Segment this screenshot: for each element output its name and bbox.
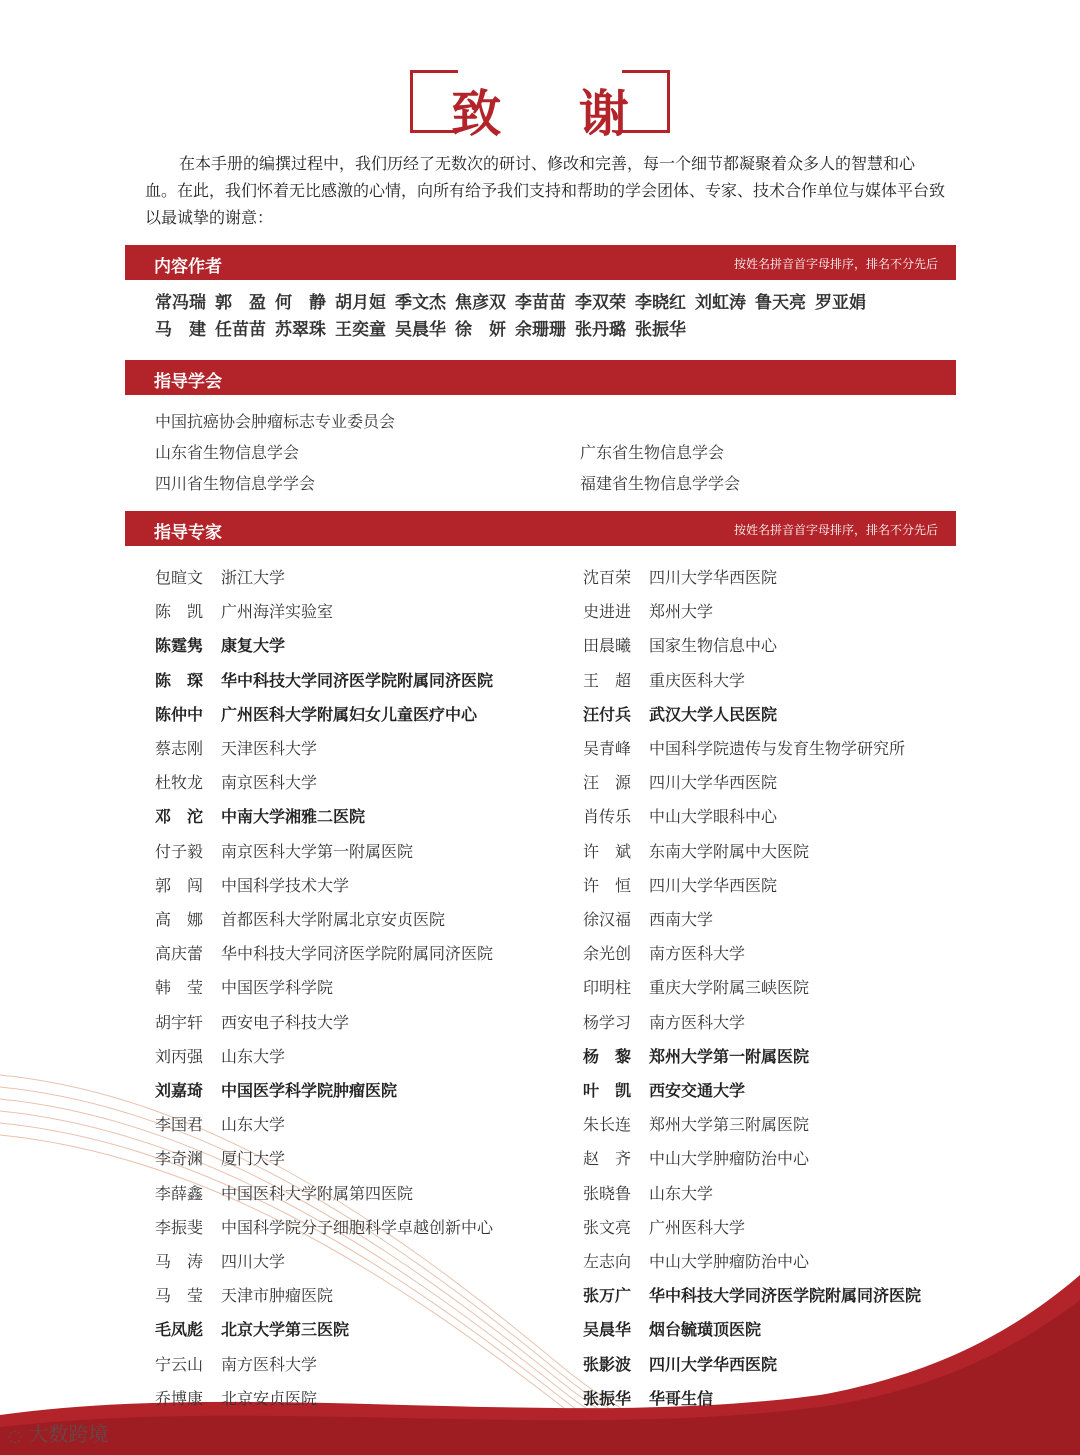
expert-org: 南方医科大学: [221, 1354, 318, 1374]
expert-org: 中国医学科学院: [221, 978, 334, 998]
authors-row: [155, 290, 945, 317]
expert-org: 中国科学院遗传与发育生物学研究所: [649, 739, 906, 758]
expert-org: 广州医科大学: [649, 1217, 746, 1237]
expert-row: [583, 1044, 809, 1067]
expert-name: 张文亮: [583, 1217, 632, 1237]
expert-org: 西安电子科技大学: [221, 1012, 350, 1032]
author-name: 罗亚娟: [815, 293, 866, 313]
expert-row: [583, 839, 809, 862]
expert-org: 南方医科大学: [649, 1012, 746, 1032]
expert-name: 张晓鲁: [583, 1183, 632, 1203]
expert-org: 首都医科大学附属北京安贞医院: [221, 910, 446, 929]
watermark-icon: ◌: [8, 1426, 22, 1445]
expert-name: 左志向: [583, 1252, 632, 1271]
expert-row: [155, 1181, 413, 1204]
expert-row: [583, 1386, 713, 1409]
societies-band-title: 指导学会: [154, 372, 222, 392]
expert-name: 汪付兵: [583, 704, 632, 724]
expert-name: 汪 源: [583, 773, 632, 793]
expert-row: [155, 975, 333, 998]
expert-name: 田晨曦: [583, 636, 632, 656]
author-name: 苏翠珠: [275, 320, 326, 340]
expert-name: 吴晨华: [583, 1320, 632, 1340]
experts-band-title: 指导专家: [154, 523, 222, 543]
expert-row: [583, 1215, 745, 1238]
expert-org: 北京大学第三医院: [221, 1320, 350, 1340]
expert-org: 烟台毓璜顶医院: [649, 1320, 762, 1340]
expert-row: [583, 599, 713, 622]
author-name: 吴晨华: [395, 320, 446, 340]
expert-row: [155, 1078, 397, 1101]
expert-name: 朱长连: [583, 1115, 632, 1135]
expert-name: 许 恒: [583, 875, 632, 895]
expert-row: [155, 1283, 333, 1306]
expert-name: 沈百荣: [583, 568, 632, 587]
authors-band: [125, 245, 956, 280]
expert-row: [583, 1112, 809, 1135]
expert-name: 叶 凯: [583, 1081, 632, 1100]
expert-row: [583, 633, 777, 656]
expert-row: [155, 804, 365, 827]
expert-row: [583, 1249, 809, 1272]
expert-row: [583, 565, 777, 588]
expert-org: 山东大学: [221, 1115, 286, 1135]
author-name: 刘虹涛: [695, 293, 746, 313]
author-name: 季文杰: [395, 293, 446, 313]
intro-paragraph: [145, 150, 945, 231]
author-name: 王奕童: [335, 320, 386, 340]
expert-name: 李奇渊: [155, 1149, 204, 1169]
expert-name: 肖传乐: [583, 807, 632, 827]
expert-name: 陈霆隽: [155, 636, 204, 656]
expert-org: 中山大学眼科中心: [649, 807, 778, 827]
expert-row: [155, 1317, 349, 1340]
author-name: 马 建: [155, 320, 206, 340]
expert-org: 四川大学: [221, 1252, 286, 1271]
expert-name: 李振斐: [155, 1217, 204, 1237]
expert-name: 马 莹: [155, 1286, 204, 1306]
expert-name: 张万广: [583, 1286, 632, 1306]
expert-row: [583, 1317, 761, 1340]
expert-org: 华中科技大学同济医学院附属同济医院: [221, 944, 494, 964]
expert-row: [583, 1010, 745, 1033]
experts-band: [125, 511, 956, 546]
expert-row: [155, 873, 349, 896]
expert-org: 华中科技大学同济医学院附属同济医院: [649, 1286, 922, 1306]
expert-org: 天津医科大学: [221, 739, 318, 758]
expert-row: [155, 736, 317, 759]
society-item: 福建省生物信息学学会: [580, 474, 741, 493]
expert-org: 郑州大学: [649, 602, 714, 622]
expert-row: [155, 1112, 285, 1135]
expert-org: 中南大学湘雅二医院: [221, 807, 366, 827]
author-name: 焦彦双: [455, 293, 506, 313]
expert-name: 高庆蕾: [155, 944, 204, 964]
expert-name: 余光创: [583, 944, 632, 964]
expert-org: 中国科学技术大学: [221, 875, 350, 895]
expert-row: [583, 1352, 777, 1375]
expert-row: [583, 1078, 745, 1101]
expert-row: [583, 1283, 921, 1306]
expert-name: 乔博康: [155, 1388, 204, 1408]
expert-row: [583, 804, 777, 827]
expert-org: 西南大学: [649, 910, 714, 929]
expert-name: 李国君: [155, 1115, 204, 1135]
expert-name: 陈 凯: [155, 602, 204, 622]
expert-org: 东南大学附属中大医院: [649, 841, 810, 861]
authors-band-title: 内容作者: [154, 257, 222, 277]
expert-org: 中国医学科学院肿瘤医院: [221, 1081, 398, 1100]
expert-name: 许 斌: [583, 841, 632, 861]
author-name: 余珊珊: [515, 320, 566, 340]
expert-org: 中国医科大学附属第四医院: [221, 1183, 414, 1203]
author-name: 张丹璐: [575, 320, 626, 340]
expert-name: 韩 莹: [155, 978, 204, 998]
expert-org: 浙江大学: [221, 568, 286, 587]
expert-org: 山东大学: [649, 1183, 714, 1203]
expert-row: [583, 975, 809, 998]
expert-org: 天津市肿瘤医院: [221, 1286, 334, 1306]
expert-row: [155, 1044, 285, 1067]
expert-name: 杨学习: [583, 1012, 632, 1032]
expert-org: 广州医科大学附属妇女儿童医疗中心: [221, 704, 478, 724]
expert-org: 南京医科大学: [221, 773, 318, 793]
expert-org: 郑州大学第一附属医院: [649, 1046, 810, 1066]
expert-org: 北京安贞医院: [221, 1388, 318, 1408]
expert-name: 刘嘉琦: [155, 1081, 204, 1100]
society-item: 四川省生物信息学学会: [155, 474, 316, 493]
expert-row: [583, 736, 905, 759]
expert-name: 王 超: [583, 670, 632, 690]
expert-row: [583, 770, 777, 793]
expert-name: 宁云山: [155, 1354, 204, 1374]
expert-row: [155, 633, 285, 656]
expert-row: [155, 839, 413, 862]
authors-row: [155, 317, 945, 344]
societies-band: [125, 360, 956, 395]
experts-band-note: 按姓名拼音首字母排序，排名不分先后: [733, 523, 938, 537]
expert-name: 毛凤彪: [155, 1320, 204, 1340]
expert-org: 郑州大学第三附属医院: [649, 1115, 810, 1135]
expert-row: [155, 1352, 317, 1375]
expert-row: [583, 668, 745, 691]
expert-row: [155, 668, 493, 691]
expert-name: 杜牧龙: [155, 773, 204, 793]
expert-org: 重庆医科大学: [649, 670, 746, 690]
expert-name: 史进进: [583, 602, 632, 622]
intro-text: 在本手册的编撰过程中，我们历经了无数次的研讨、修改和完善，每一个细节都凝聚着众多人的智慧和心血。在此，我们怀着无比感激的心情，向所有给予我们支持和帮助的学会团体、专家、技术合作单位与媒体平台致以最诚挚的谢意：: [145, 154, 946, 227]
expert-org: 重庆大学附属三峡医院: [649, 978, 810, 998]
expert-row: [583, 873, 777, 896]
expert-name: 杨 黎: [583, 1046, 632, 1066]
expert-org: 华哥生信: [649, 1388, 714, 1408]
expert-name: 马 涛: [155, 1252, 204, 1271]
society-item: 广东省生物信息学会: [580, 443, 725, 462]
expert-org: 厦门大学: [221, 1149, 286, 1169]
expert-row: [155, 941, 493, 964]
authors-band-note: 按姓名拼音首字母排序，排名不分先后: [733, 257, 938, 271]
author-name: 鲁天亮: [755, 293, 806, 313]
expert-org: 中山大学肿瘤防治中心: [649, 1149, 810, 1169]
expert-row: [155, 770, 317, 793]
author-name: 任苗苗: [215, 320, 266, 340]
title-frame: [410, 70, 670, 143]
expert-org: 广州海洋实验室: [221, 602, 334, 622]
expert-name: 包暄文: [155, 568, 204, 587]
authors-list: [155, 290, 945, 344]
expert-row: [155, 907, 445, 930]
expert-name: 陈 琛: [155, 670, 204, 690]
expert-org: 康复大学: [221, 636, 286, 656]
expert-row: [583, 1181, 713, 1204]
expert-name: 印明柱: [583, 978, 632, 998]
author-name: 郭 盈: [215, 293, 266, 313]
expert-org: 四川大学华西医院: [649, 773, 778, 793]
expert-name: 徐汉福: [583, 910, 632, 929]
expert-org: 华中科技大学同济医学院附属同济医院: [221, 670, 494, 690]
expert-org: 南京医科大学第一附属医院: [221, 841, 414, 861]
author-name: 常冯瑞: [155, 293, 206, 313]
watermark-text: 大数跨境: [28, 1422, 109, 1446]
expert-row: [155, 1249, 285, 1272]
expert-name: 蔡志刚: [155, 739, 204, 758]
expert-org: 国家生物信息中心: [649, 636, 778, 656]
expert-row: [155, 565, 285, 588]
expert-name: 陈仲中: [155, 704, 204, 724]
author-name: 徐 妍: [455, 320, 506, 340]
expert-row: [155, 1215, 493, 1238]
watermark: [8, 1418, 108, 1447]
author-name: 李晓红: [635, 293, 686, 313]
expert-row: [583, 702, 777, 725]
author-name: 张振华: [635, 320, 686, 340]
expert-org: 四川大学华西医院: [649, 1354, 778, 1374]
expert-org: 南方医科大学: [649, 944, 746, 964]
expert-org: 四川大学华西医院: [649, 568, 778, 587]
expert-org: 中山大学肿瘤防治中心: [649, 1252, 810, 1271]
expert-name: 付子毅: [155, 841, 204, 861]
expert-org: 中国科学院分子细胞科学卓越创新中心: [221, 1217, 494, 1237]
expert-name: 刘丙强: [155, 1046, 204, 1066]
expert-org: 四川大学华西医院: [649, 875, 778, 895]
expert-name: 赵 齐: [583, 1149, 632, 1169]
expert-row: [583, 907, 713, 930]
expert-name: 张振华: [583, 1388, 632, 1408]
expert-name: 邓 沱: [155, 807, 204, 827]
author-name: 李苗苗: [515, 293, 566, 313]
expert-row: [155, 599, 333, 622]
author-name: 何 静: [275, 293, 326, 313]
page-title: 致 谢: [451, 85, 659, 143]
expert-row: [155, 702, 477, 725]
society-item: 山东省生物信息学会: [155, 443, 300, 462]
author-name: 李双荣: [575, 293, 626, 313]
expert-name: 胡宇轩: [155, 1012, 204, 1032]
expert-row: [155, 1146, 285, 1169]
expert-org: 山东大学: [221, 1046, 286, 1066]
expert-row: [155, 1010, 349, 1033]
expert-name: 郭 闯: [155, 875, 204, 895]
expert-org: 西安交通大学: [649, 1081, 746, 1100]
society-item: 中国抗癌协会肿瘤标志专业委员会: [155, 412, 396, 431]
expert-org: 武汉大学人民医院: [649, 704, 778, 724]
author-name: 胡月姮: [335, 293, 386, 313]
expert-name: 高 娜: [155, 910, 204, 929]
expert-row: [583, 1146, 809, 1169]
expert-name: 李薛鑫: [155, 1183, 204, 1203]
expert-name: 吴青峰: [583, 739, 632, 758]
expert-row: [583, 941, 745, 964]
expert-name: 张影波: [583, 1354, 632, 1374]
expert-row: [155, 1386, 317, 1409]
